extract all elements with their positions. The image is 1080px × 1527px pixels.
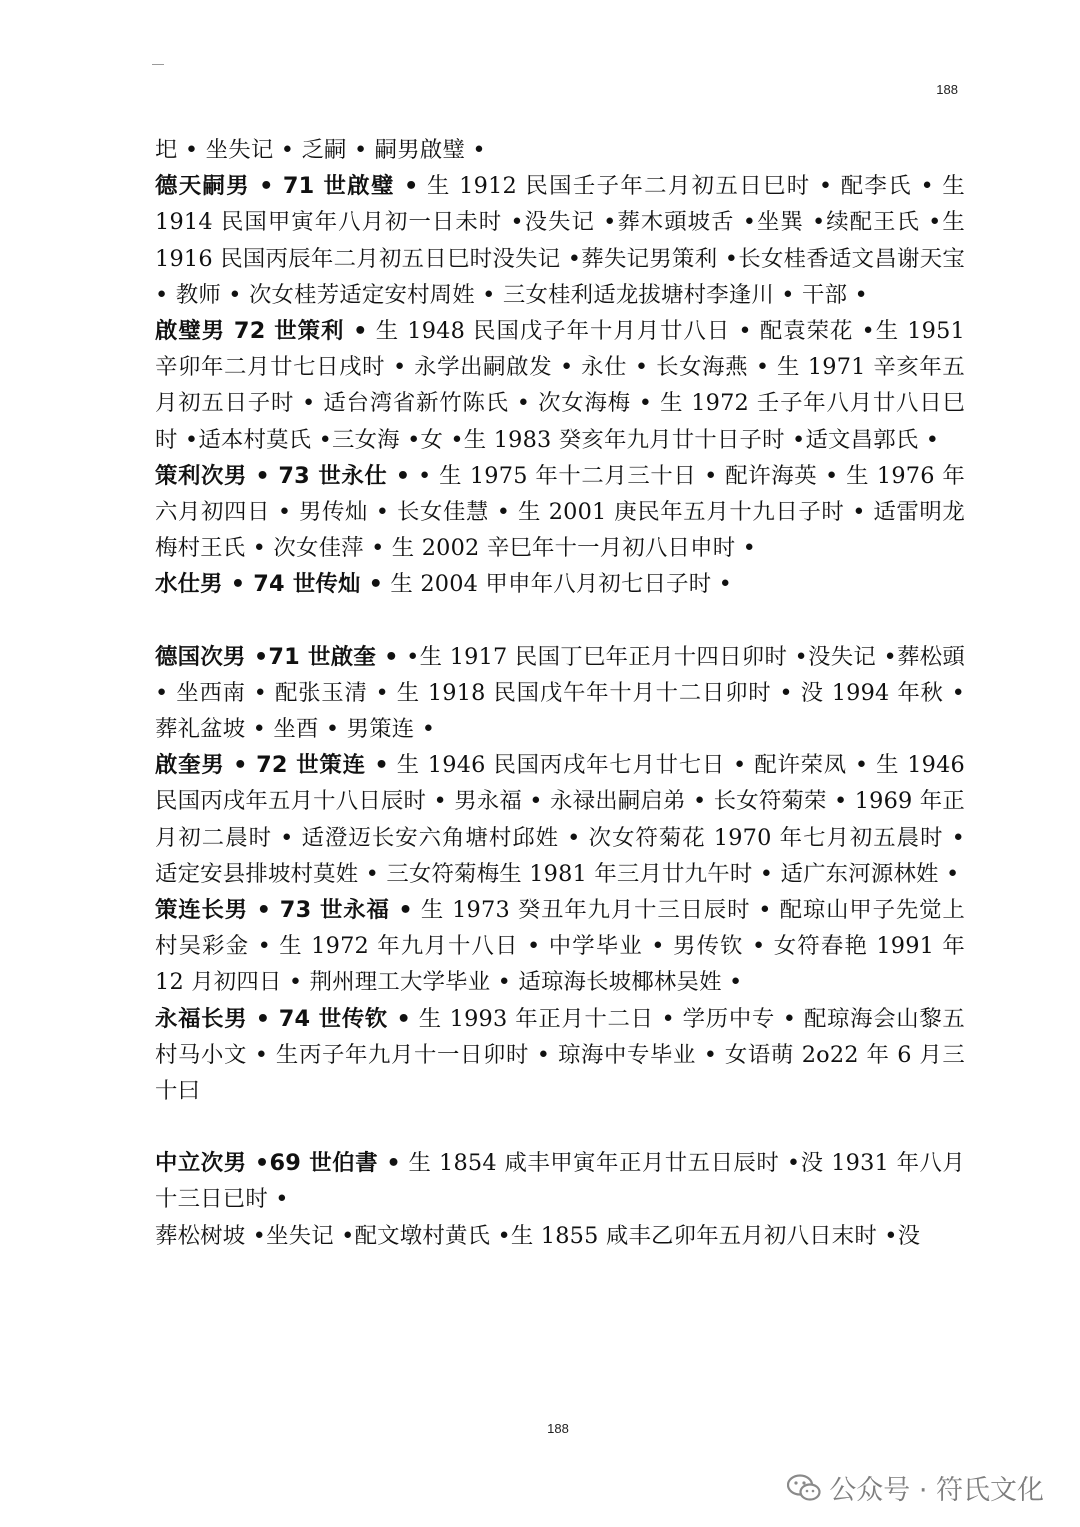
entry-text: 生 1993 年正月十二日 • 学历中专 • 配琼海会山黎五村马小文 • 生丙子年九月十一日卯时 • 琼海中专毕业 • 女语萌 2o22 年 6 月三十曰 <box>155 1005 965 1105</box>
genealogy-entry <box>155 892 965 1001</box>
entry-text: • 生 1975 年十二月三十日 • 配许海英 • 生 1976 年六月初四日 • 男传灿 • 长女佳慧 • 生 2001 庚民年五月十九日子时 • 适雷明龙梅村王氏 • 次女佳萍 • 生 2002 辛巳年十一月初八日申时 • <box>155 462 965 562</box>
entry-text: 生 1946 民国丙戌年七月廿七日 • 配许荣凤 • 生 1946 民国丙戌年五月十八日辰时 • 男永福 • 永禄出嗣启弟 • 长女符菊荣 • 1969 年正月初二晨时 • 适澄迈长安六角塘村邱姓 • 次女符菊花 1970 年七月初五晨时 • 适定安县排坡村莫姓 • 三女符菊梅生 1981 年三月廿九午时 • 适广东河源林姓 • <box>155 752 966 887</box>
genealogy-entry <box>155 639 965 748</box>
genealogy-entry <box>155 566 965 602</box>
page-number-bottom: 188 <box>547 1421 569 1436</box>
entry-heading: 中立次男 •69 世伯書 • <box>155 1150 401 1177</box>
genealogy-entry <box>155 1218 965 1254</box>
genealogy-entry <box>155 313 965 458</box>
entry-heading: 永福长男 • 74 世传钦 • <box>155 1005 411 1032</box>
genealogy-entry <box>155 1145 965 1217</box>
watermark <box>787 1468 1044 1507</box>
page-number-top: 188 <box>936 82 958 97</box>
entry-text: 生 1973 癸丑年九月十三日辰时 • 配琼山甲子先觉上村吴彩金 • 生 1972 年九月十八日 • 中学毕业 • 男传钦 • 女符春艳 1991 年 12 月初四日 • 荆州理工大学毕业 • 适琼海长坡椰林吴姓 • <box>155 897 966 996</box>
entry-text: 生 1948 民国戊子年十月月廿八日 • 配袁荣花 •生 1951 辛卯年二月廿七日戌时 • 永学出嗣啟发 • 永仕 • 长女海燕 • 生 1971 辛亥年五月初五日子时 • 适台湾省新竹陈氏 • 次女海梅 • 生 1972 壬子年八月廿八日巳时 •适本村莫氏 •三女海 •女 •生 1983 癸亥年九月廿十日子时 •适文昌郭氏 • <box>155 318 965 453</box>
watermark-text: 公众号 · 符氏文化 <box>829 1475 1044 1506</box>
entry-text: 生 1854 咸丰甲寅年正月廿五日辰时 •没 1931 年八月十三日已时 • <box>155 1150 966 1213</box>
genealogy-entry <box>155 747 965 892</box>
paragraph-gap <box>155 1109 965 1145</box>
genealogy-entry <box>155 168 965 313</box>
entry-heading: 啟奎男 • 72 世策连 • <box>155 752 389 779</box>
entry-text: •生 1917 民国丁巳年正月十四日卯时 •没失记 •葬松頭 • 坐西南 • 配张玉清 • 生 1918 民国戊午年十月十二日卯时 • 没 1994 年秋 • 葬礼盆坡 • 坐酉 • 男策连 • <box>155 643 965 743</box>
entry-text: 生 2004 甲申年八月初七日子时 • <box>383 571 733 598</box>
genealogy-entry <box>155 132 965 168</box>
entry-heading: 德天嗣男 • 71 世啟璧 • <box>155 173 419 200</box>
entry-text: 圯 • 坐失记 • 乏嗣 • 嗣男啟璧 • <box>155 137 486 163</box>
entry-text: 葬松树坡 •坐失记 •配文墩村黄氏 •生 1855 咸丰乙卯年五月初八日末时 •没 <box>155 1222 921 1249</box>
entry-text: 生 1912 民国壬子年二月初五日巳时 • 配李氏 • 生 1914 民国甲寅年八月初一日未时 •没失记 •葬木頭坡舌 •坐巽 •续配王氏 •生 1916 民国丙辰年二月初五日巳时没失记 •葬失记男策利 •长女桂香适文昌谢天宝 • 教师 • 次女桂芳适定安村周姓 • 三女桂利适龙拔塘村李逢川 • 干部 • <box>155 173 966 308</box>
wechat-icon <box>787 1474 821 1502</box>
corner-mark <box>152 64 164 65</box>
entry-heading: 啟璧男 72 世策利 • <box>155 318 368 345</box>
document-body <box>155 132 965 1254</box>
entry-heading: 策连长男 • 73 世永福 • <box>155 897 413 924</box>
entry-heading: 策利次男 • 73 世永仕 • <box>155 462 411 489</box>
entry-heading: 德国次男 •71 世啟奎 • <box>155 643 399 670</box>
entry-heading: 水仕男 • 74 世传灿 • <box>155 571 384 598</box>
paragraph-gap <box>155 603 965 639</box>
genealogy-entry <box>155 458 965 567</box>
genealogy-entry <box>155 1001 965 1110</box>
